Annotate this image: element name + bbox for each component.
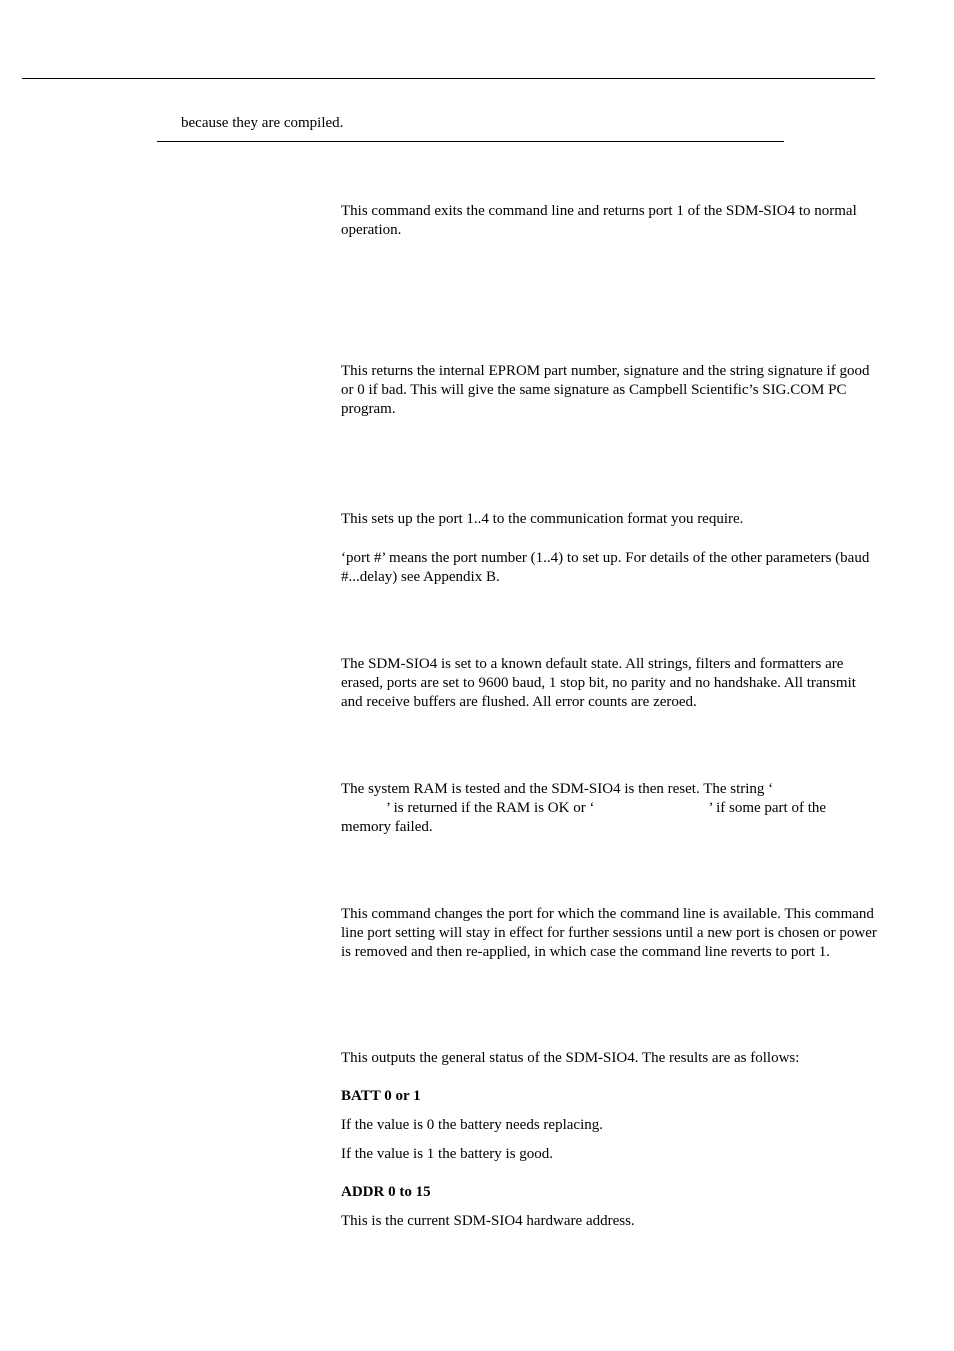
addr-heading: ADDR 0 to 15 <box>341 1184 431 1200</box>
port-description: This command changes the port for which the command line is available. This command line port setting will stay in effect for further sessions until a new port is chosen or power is removed and then re-applied, in which case the command line reverts to port 1. <box>341 906 877 960</box>
status-description: This outputs the general status of the SDM-SIO4. The results are as follows: <box>341 1050 800 1066</box>
addr-text: This is the current SDM-SIO4 hardware address. <box>341 1213 635 1229</box>
section-divider <box>157 141 784 142</box>
setup-parameters: ‘port #’ means the port number (1..4) to set up. For details of the other parameters (baud #...delay) see Appendix B. <box>341 550 870 585</box>
ramtest-description <box>341 780 881 837</box>
setup-description: This sets up the port 1..4 to the communication format you require. <box>341 511 744 527</box>
exit-description: This command exits the command line and returns port 1 of the SDM-SIO4 to normal operation. <box>341 203 857 238</box>
header-rule <box>22 78 875 79</box>
signature-description: This returns the internal EPROM part number, signature and the string signature if good or 0 if bad. This will give the same signature as Campbell Scientific’s SIG.COM PC program. <box>341 363 870 417</box>
ramtest-line-1: The system RAM is tested and the SDM-SIO4 is then reset. The string ‘ <box>341 781 774 797</box>
batt-zero-text: If the value is 0 the battery needs replacing. <box>341 1117 603 1133</box>
intro-text: because they are compiled. <box>181 115 344 131</box>
batt-one-text: If the value is 1 the battery is good. <box>341 1146 554 1162</box>
ramtest-fail-text: ’ if some part of the <box>708 800 827 816</box>
ramtest-line-2 <box>341 799 881 818</box>
reset-description: The SDM-SIO4 is set to a known default state. All strings, filters and formatters are erased, ports are set to 9600 baud, 1 stop bit, no parity and no handshake. All transmit and receive buffers are flushed. All error counts are zeroed. <box>341 656 856 710</box>
ramtest-ok-text: ’ is returned if the RAM is OK or ‘ <box>386 800 595 816</box>
batt-heading: BATT 0 or 1 <box>341 1088 421 1104</box>
ramtest-line-3: memory failed. <box>341 819 433 835</box>
